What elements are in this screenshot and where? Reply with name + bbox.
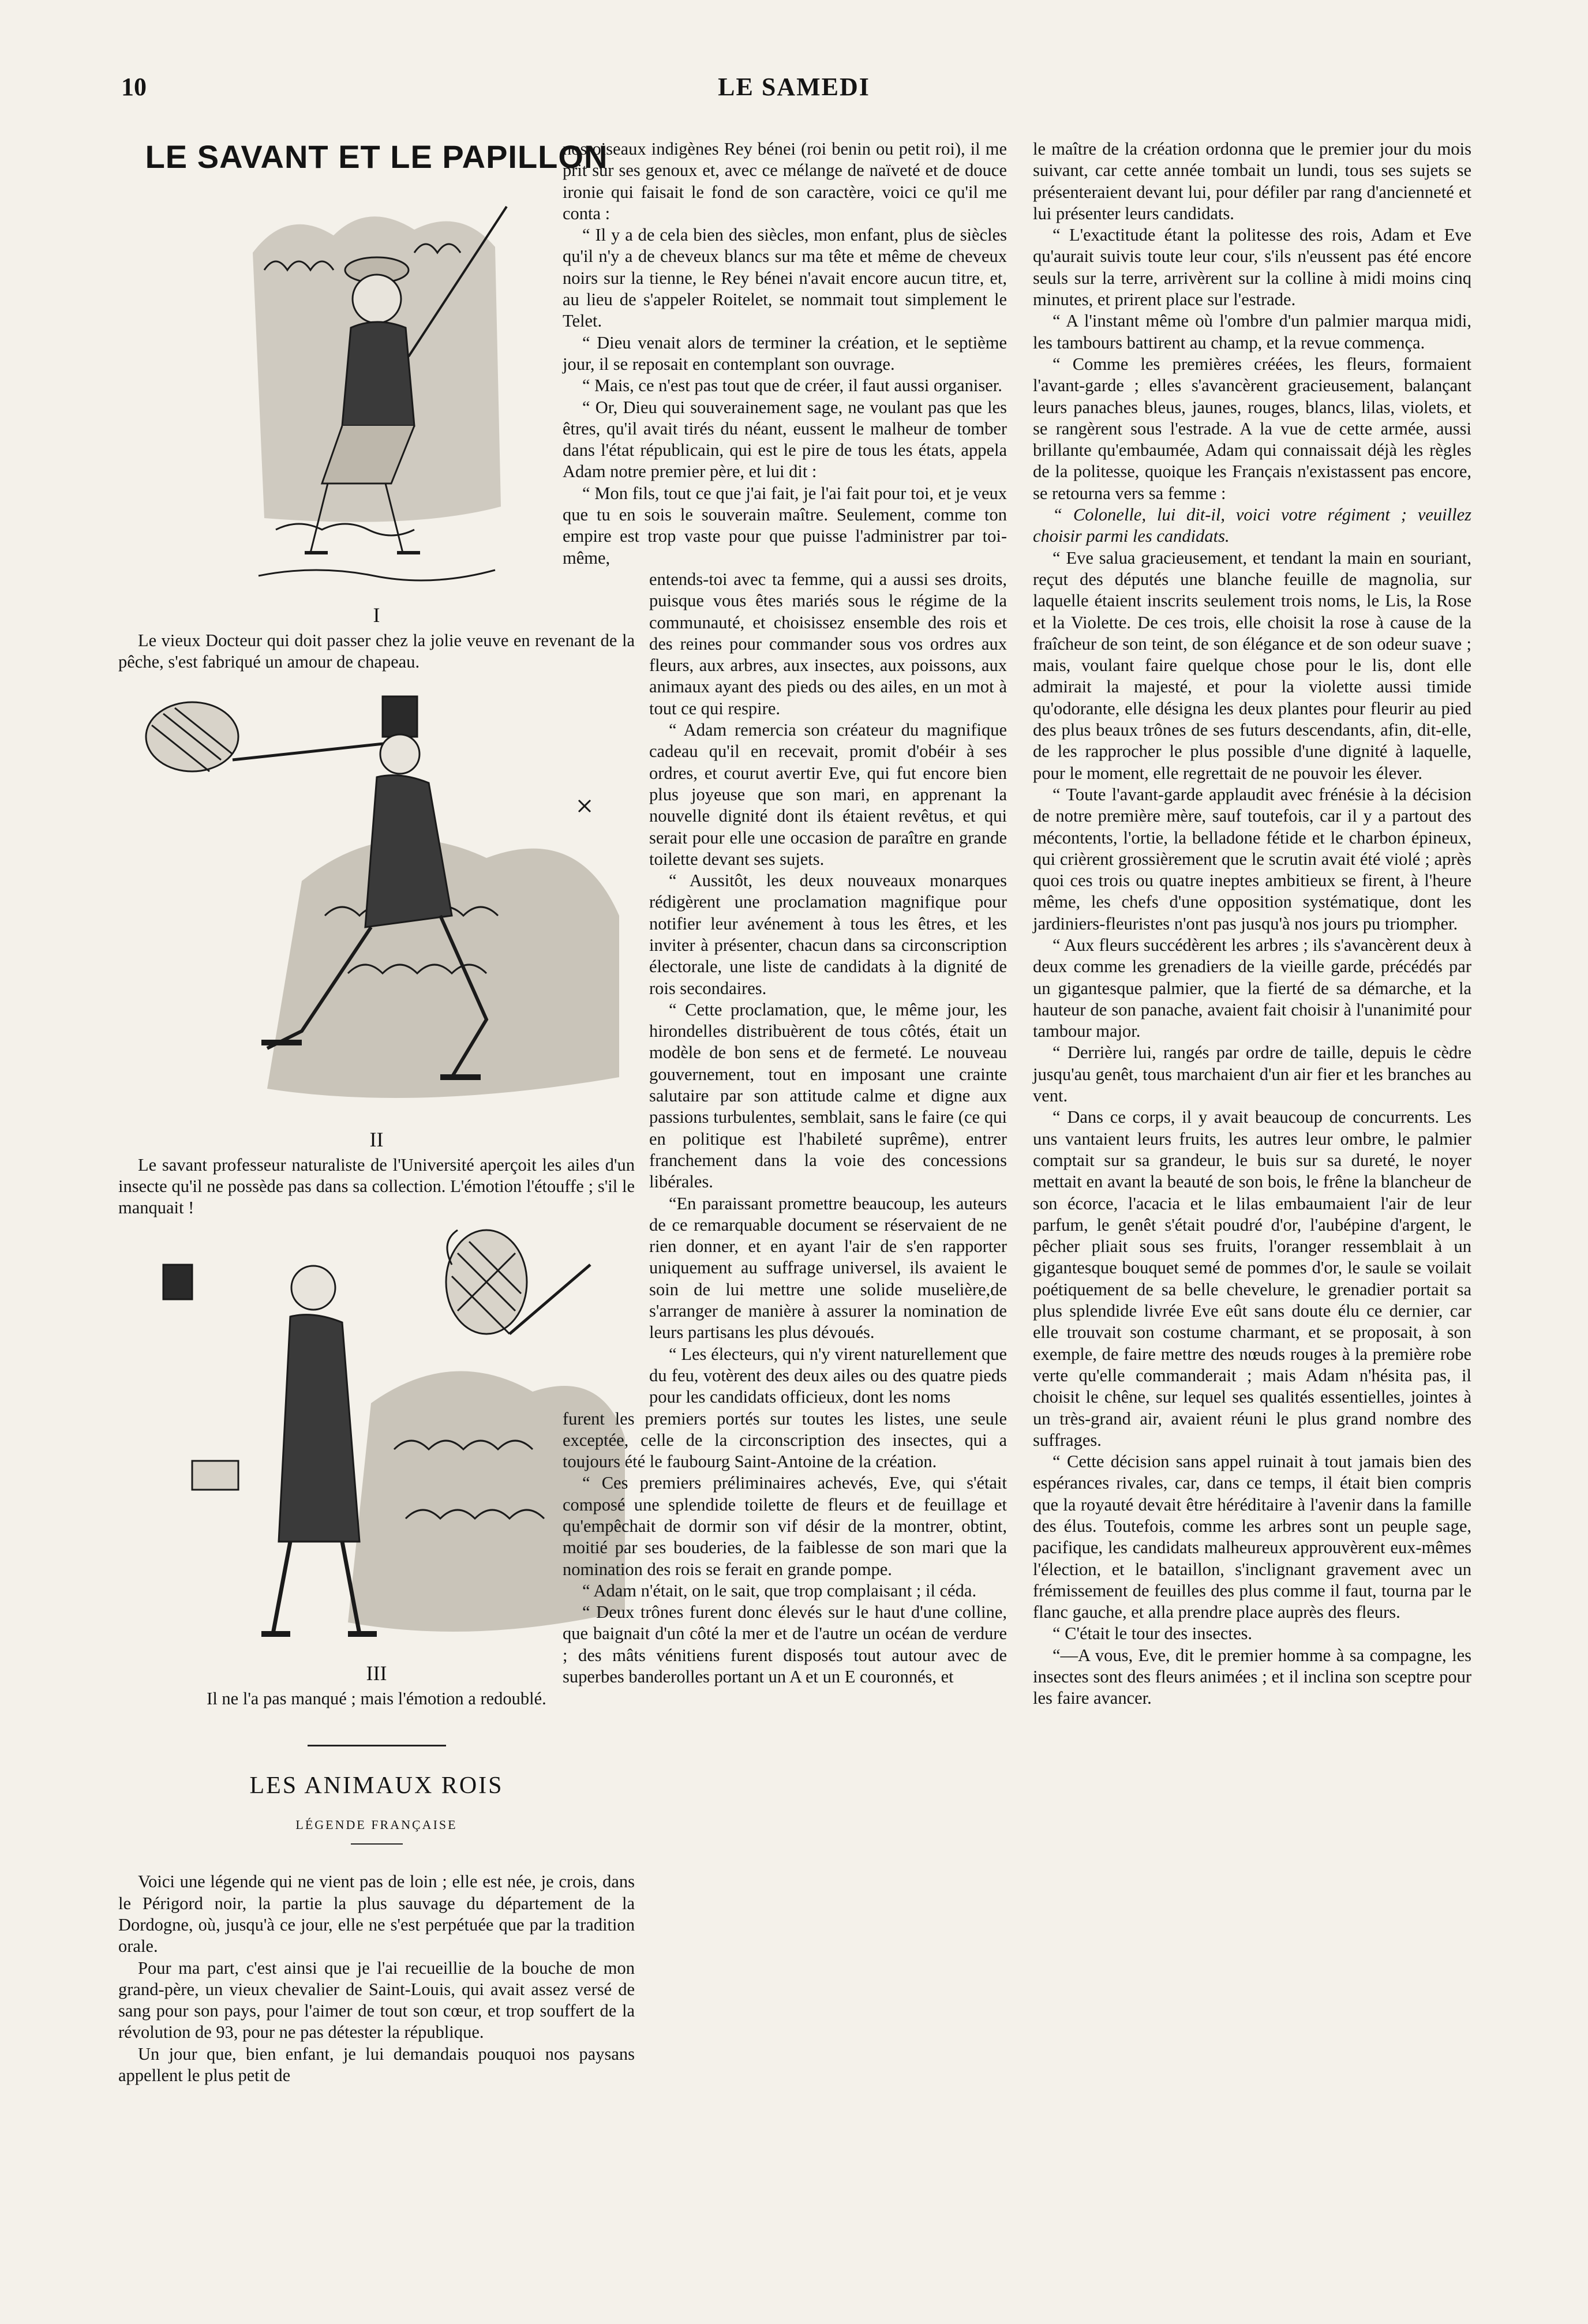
illustration-panel-2 [129,673,625,1123]
paragraph: “ Mon fils, tout ce que j'ai fait, je l'ai fait pour toi, et je veux que tu en sois le souverain maître. Seulement, comme ton empire est trop vaste pour que puisse l'administrer par toi-même, [563,483,1007,568]
paragraph: “ A l'instant même où l'ombre d'un palmier marqua midi, les tambours battirent au champ, et la revue commença. [1033,311,1471,353]
paragraph: “ Dieu venait alors de terminer la création, et le septième jour, il se reposait en contemplant son ouvrage. [563,332,1007,374]
paragraph: “ Cette décision sans appel ruinait à tout jamais bien des espérances rivales, car, dans ce temps, il était bien compris que la royauté devait être héréditaire à l'avenir dans la famille des élus. Toutefois, comme les arbres sont un peuple sage, pacifique, les candidats malheureux approuvèrent eux-mêmes l'élection, et le bataillon, s'inclignant gravement avec un frémissement de feuilles des plus comme il faut, tourna par le flanc gauche, et alla prendre place auprès des fleurs. [1033,1452,1471,1622]
column-3 [1033,138,1471,1710]
narrow-block [649,569,1007,1408]
story-column-1 [118,1871,635,2086]
paragraph: “—A vous, Eve, dit le premier homme à sa compagne, les insectes sont des fleurs animées ; et il inclina son sceptre pour les faire avancer. [1033,1645,1471,1708]
paragraph: “ Aux fleurs succédèrent les arbres ; ils s'avancèrent deux à deux comme les grenadiers de la vieille garde, précédés par un gigantesque palmier, que la fierté de sa démarche, et la hauteur de son panache, avaient fait choisir à l'unanimité pour tambour major. [1033,935,1471,1041]
panel-numeral-2: II [369,1127,384,1151]
paragraph: nos oiseaux indigènes Rey bénei (roi benin ou petit roi), il me prit sur ses genoux et, avec ce mélange de naïveté et de douce ironie qui faisait le fond de son caractère, voici ce qu'il me conta : [563,139,1007,223]
paragraph: “ Or, Dieu qui souverainement sage, ne voulant pas que les êtres, qu'il avait tirés du néant, eussent le malheur de tomber dans l'état républicain, qui est le pire de tous les états, appela Adam notre premier père, et lui dit : [563,397,1007,482]
paragraph: “ Adam n'était, on le sait, que trop complaisant ; il céda. [582,1580,977,1600]
paragraph: “ Eve salua gracieusement, et tendant la main en souriant, reçut des députés une blanche feuille de magnolia, sur laquelle étaient inscrits seulement trois noms, le Lis, la Rose et la Violette. De ces trois, elle choisit la rose à cause de la fraîcheur de son teint, de son élégance et de son odeur suave ; mais, voulant faire quelque chose pour le lis, dont elle admirait la majesté, et pour la violette aussi timide qu'odorante, elle désigna les deux plantes pour fleurir au pied des plus beaux trônes de ses futurs descendants, afin, dit-elle, de les rapprocher le plus possible d'une dignité à laquelle, pour le moment, elle regrettait de ne pouvoir les élever. [1033,548,1471,783]
panel-numeral-1: I [373,604,380,627]
article-title: LE SAVANT ET LE PAPILLON [145,138,608,175]
paragraph: “ Il y a de cela bien des siècles, mon enfant, plus de siècles qu'il n'y a de cheveux blancs sur ma tête et même de cheveux noirs sur la tienne, le Rey bénei n'avait encore aucun titre, et, au lieu de s'appeler Roitelet, se nommait tout simplement le Telet. [563,225,1007,331]
paragraph: “En paraissant promettre beaucoup, les auteurs de ce remarquable document se réservaient de ne rien donner, et en ayant l'air de s'en rapporter uniquement au suffrage universel, ils avaient le soin de lui mettre une solide muselière,de s'arranger de manière à assurer la nomination de leurs partisans les plus dévoués. [649,1193,1007,1343]
paragraph: “ Adam remercia son créateur du magnifique cadeau qu'il en recevait, promit d'obéir à ses ordres, et courut avertir Eve, qui fut encore bien plus joyeuse que son mari, en apprenant la nouvelle dignité dont ils étaient revêtus, et qui serait pour elle une occasion de paraître en grande toilette devant ses sujets. [649,720,1007,869]
panel-caption-2: Le savant professeur naturaliste de l'Université aperçoit les ailes d'un insecte qu'il ne possède pas dans sa collection. L'émotion l'étouffe ; s'il le manquait ! [118,1154,635,1218]
paragraph: “ Mais, ce n'est pas tout que de créer, il faut aussi organiser. [582,376,1002,396]
paragraph: Un jour que, bien enfant, je lui demandais pouquoi nos paysans appellent le plus petit de [118,2044,635,2086]
story-subtitle: LÉGENDE FRANÇAISE [118,1814,635,1845]
section-divider [308,1745,446,1746]
paragraph: Voici une légende qui ne vient pas de loin ; elle est née, je crois, dans le Périgord noir, la partie la plus sauvage du département de la Dordogne, où, jusqu'à ce jour, elle ne s'est perpétuée que par la tradition orale. [118,1872,635,1956]
story-title: LES ANIMAUX ROIS [249,1772,504,1799]
paragraph: “ Derrière lui, rangés par ordre de taille, depuis le cèdre jusqu'au genêt, tous marchaient d'un air fier et les branches au vent. [1033,1043,1471,1106]
paragraph: entends-toi avec ta femme, qui a aussi ses droits, puisque vous êtes mariés sous le régime de la communauté, et choisissez ensemble des rois et des reines pour commander sous vos ordres aux fleurs, aux arbres, aux insectes, aux poissons, aux animaux ayant des pieds ou des ailes, en un mot à tout ce qui respire. [649,569,1007,718]
panel-caption-1: Le vieux Docteur qui doit passer chez la jolie veuve en revenant de la pêche, s'est fabriqué un amour de chapeau. [118,631,635,672]
paragraph: Pour ma part, c'est ainsi que je l'ai recueillie de la bouche de mon grand-père, un vieux chevalier de Saint-Louis, qui avait assez versé de sang pour son pays, pour l'aimer de tout son cœur, et trop souffert de la révolution de 93, pour ne pas détester la république. [118,1958,635,2042]
column-2 [563,138,1007,1688]
paragraph: “ Dans ce corps, il y avait beaucoup de concurrents. Les uns vantaient leurs fruits, les autres leur ombre, le palmier comptait sur sa grandeur, le buis sur sa dureté, le noyer mettait en avant la beauté de son bois, le frêne la blancheur de son écorce, l'acacia et le lilas embaumaient l'air de leur parfum, le genêt s'était poudré d'or, l'aubépine d'argent, le pêcher pliait sous ses fruits, l'oranger ressemblait à un gigantesque bouquet semé de pommes d'or, le saule se voilait poétiquement de sa belle chevelure, le grenadier portait sa plus splendide livrée Eve eût sans doute élu ce dernier, car elle trouvait son costume charmant, et se proposait, à son exemple, de faire mettre des nœuds rouges à la première robe verte qu'elle commanderait ; mais Adam n'hésita pas, il choisit le chêne, sur lequel ses qualités essentielles, jointes à un très-grand air, avaient réuni le plus grand nombre des suffrages. [1033,1107,1471,1450]
panel-caption-3: Il ne l'a pas manqué ; mais l'émotion a redoublé. [207,1689,546,1709]
paragraph: le maître de la création ordonna que le premier jour du mois suivant, car cette année tombait un lundi, tous ses sujets se présenteraient devant lui, pour défiler par rang d'ancienneté et lui présenter leurs candidats. [1033,139,1471,223]
paragraph: “ Toute l'avant-garde applaudit avec frénésie à la décision de notre première mère, sauf toutefois, car il y a partout des mécontents, l'ortie, la belladone fétide et le charbon épineux, qui crièrent grossièrement que le scrutin avait été violé ; après quoi ces trois ou quatre ineptes ambitieux se firent, à l'heure même, les chefs d'une opposition systématique, dont les jardiniers-fleuristes n'ont pas jusqu'à nos jours pu triompher. [1033,784,1471,934]
column-1 [118,138,635,2086]
paragraph: “ Cette proclamation, que, le même jour, les hirondelles distribuèrent de tous côtés, était un modèle de bon sens et de fermeté. Le nouveau gouvernement, tout en imposant une crainte salutaire par son attitude calme et digne aux passions turbulentes, semblait, sans le faire (ce qui en politique est l'habileté suprême), entrer franchement dans la voie des concessions libérales. [649,999,1007,1192]
panel-numeral-3: III [366,1662,387,1685]
paragraph: “ L'exactitude étant la politesse des rois, Adam et Eve qu'aurait suivis toute leur cour, s'ils n'eussent pas été encore seuls sur la terre, arrivèrent sur la colline à midi moins cinq minutes, et prirent place sur l'estrade. [1033,225,1471,310]
paragraph: “ Aussitôt, les deux nouveaux monarques rédigèrent une proclamation magnifique pour notifier leur avénement à tous les êtres, et les inviter à présenter, chacun dans sa circonscription électorale, une liste de candidats à la dignité de rois secondaires. [649,871,1007,998]
page-number: 10 [121,73,147,101]
paragraph: “ Ces premiers préliminaires achevés, Eve, qui s'était composé une splendide toilette de fleurs et de feuillage et qu'empêchait de dormir son vif désir de la montrer, obtint, moitié par ses bouderies, de la faiblesse de son mari que la nomination des rois se ferait en grande pompe. [563,1473,1007,1579]
paragraph: “ Deux trônes furent donc élevés sur le haut d'une colline, que baignait d'un côté la mer et de l'autre un océan de verdure ; des mâts vénitiens furent disposés tout autour avec de superbes banderolles portant un A et un E couronnés, et [563,1602,1007,1687]
paragraph: “ Les électeurs, qui n'y virent naturellement que du feu, votèrent des deux ailes ou des quatre pieds pour les candidats officieux, dont les noms [649,1344,1007,1407]
paragraph: furent les premiers portés sur toutes les listes, une seule exceptée, celle de la circonscription des insectes, qui a toujours été le faubourg Saint-Antoine de la création. [563,1408,1007,1472]
paragraph: “ C'était le tour des insectes. [1053,1624,1252,1644]
illustration-panel-1 [241,183,512,599]
illustration-panel-3 [129,1219,625,1657]
journal-title: LE SAMEDI [718,73,870,101]
paragraph: “ Comme les premières créées, les fleurs, formaient l'avant-garde ; elles s'avancèrent gracieusement, balançant leurs panaches bleus, jaunes, rouges, blancs, lilas, violets, et se rangèrent sous l'estrade. A la vue de cette armée, aussi brillante qu'embaumée, Adam qui connaissait déjà les règles de la politesse, quoique les Français n'existassent pas encore, se retourna vers sa femme : [1033,354,1471,503]
paragraph: “ Colonelle, lui dit-il, voici votre régiment ; veuillez choisir parmi les candidats. [1033,505,1471,546]
